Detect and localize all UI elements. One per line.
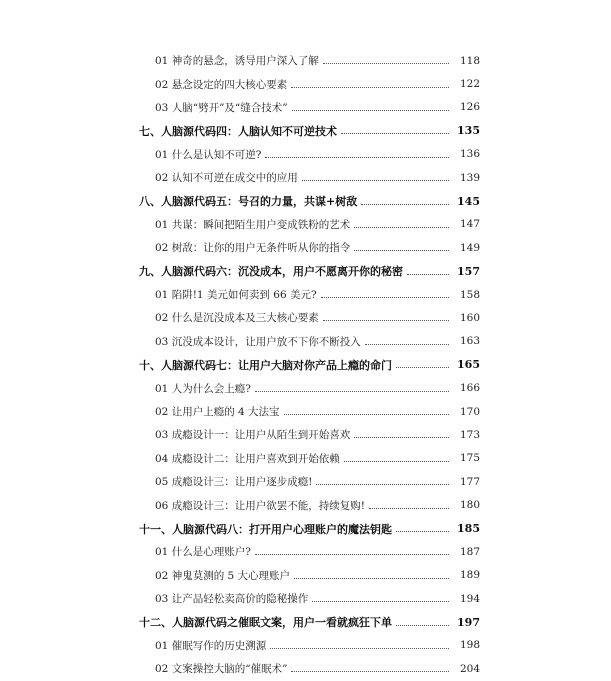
dot-leader	[284, 414, 449, 415]
toc-page-number: 189	[459, 569, 480, 582]
dot-leader	[369, 508, 449, 509]
toc-page-number: 165	[457, 358, 480, 372]
dot-leader	[365, 344, 449, 345]
toc-chapter-row	[0, 610, 611, 633]
toc-entry-row	[0, 423, 611, 446]
toc-entry-title: 03 让产品轻松卖高价的隐秘操作	[155, 593, 309, 606]
toc-entry-title: 01 什么是认知不可逆?	[155, 148, 262, 161]
toc-page-number: 157	[457, 264, 480, 278]
toc-entry-title: 02 神鬼莫测的 5 大心理账户	[155, 569, 291, 582]
toc-entry-title: 02 让用户上瘾的 4 大法宝	[155, 406, 280, 419]
toc-chapter-row	[0, 189, 611, 212]
toc-entry-row	[0, 330, 611, 353]
dot-leader	[312, 601, 449, 602]
toc-entry-title: 01 神奇的悬念，诱导用户深入了解	[155, 55, 319, 68]
dot-leader	[265, 157, 449, 158]
toc-chapter-row	[0, 119, 611, 142]
toc-entry-row	[0, 283, 611, 306]
dot-leader	[344, 461, 449, 462]
toc-page-number: 177	[459, 475, 480, 488]
toc-entry-title: 02 认知不可逆在成交中的应用	[155, 172, 298, 185]
toc-entry-title: 七、人脑源代码四：人脑认知不可逆技术	[139, 124, 337, 138]
dot-leader	[255, 391, 449, 392]
toc-page-number: 163	[459, 335, 480, 348]
dot-leader	[354, 437, 449, 438]
toc-entry-title: 03 成瘾设计一：让用户从陌生到开始喜欢	[155, 429, 351, 442]
dot-leader	[341, 133, 449, 134]
toc-entry-row	[0, 96, 611, 119]
dot-leader	[316, 484, 449, 485]
toc-page-number: 173	[459, 428, 480, 441]
toc-page-number: 185	[457, 522, 480, 535]
dot-leader	[294, 578, 449, 579]
toc-entry-title: 01 什么是心理账户?	[155, 546, 251, 559]
toc-entry-row	[0, 166, 611, 189]
dot-leader	[302, 180, 449, 181]
toc-entry-title: 十二、人脑源代码之催眠文案，用户一看就疯狂下单	[139, 616, 392, 630]
dot-leader	[321, 297, 449, 298]
toc-page-number: 126	[459, 101, 480, 114]
dot-leader	[396, 367, 449, 368]
toc-entry-title: 九、人脑源代码六：沉没成本，用户不愿离开你的秘密	[139, 265, 403, 279]
toc-entry-title: 八、人脑源代码五：号召的力量，共谋+树敌	[139, 195, 358, 209]
toc-entry-title: 03 沉没成本设计，让用户放不下你不断投入	[155, 335, 361, 348]
dot-leader	[323, 320, 449, 321]
toc-entry-row	[0, 657, 611, 680]
toc-page-number: 166	[459, 382, 480, 395]
toc-entry-row	[0, 143, 611, 166]
toc-page-number: 135	[457, 124, 480, 138]
toc-entry-title: 十、人脑源代码七：让用户大脑对你产品上瘾的命门	[139, 358, 392, 372]
toc-entry-row	[0, 447, 611, 470]
toc-entry-title: 04 成瘾设计二：让用户喜欢到开始依赖	[155, 452, 340, 465]
toc-entry-row	[0, 634, 611, 657]
toc-page-number: 180	[459, 499, 480, 512]
toc-page-number: 187	[459, 545, 480, 558]
toc-page-number: 204	[459, 662, 480, 675]
toc-page-number: 122	[459, 78, 480, 91]
dot-leader	[396, 531, 449, 532]
dot-leader	[396, 625, 449, 626]
toc-entry-title: 05 成瘾设计三：让用户逐步成瘾!	[155, 476, 313, 489]
toc-entry-row	[0, 587, 611, 610]
dot-leader	[255, 554, 449, 555]
toc-page-number: 170	[459, 405, 480, 418]
toc-page-number: 145	[457, 194, 480, 208]
toc-entry-row	[0, 564, 611, 587]
toc-entry-title: 01 人为什么会上瘾?	[155, 382, 251, 395]
dot-leader	[354, 250, 449, 251]
toc-entry-row	[0, 470, 611, 493]
table-of-contents	[0, 49, 611, 681]
toc-entry-title: 06 成瘾设计三：让用户欲罢不能，持续复购!	[155, 499, 365, 512]
toc-entry-row	[0, 72, 611, 95]
dot-leader	[291, 671, 449, 672]
dot-leader	[291, 87, 449, 88]
dot-leader	[361, 204, 449, 205]
toc-entry-row	[0, 540, 611, 563]
dot-leader	[292, 110, 449, 111]
toc-page-number: 139	[459, 171, 480, 184]
toc-entry-row	[0, 400, 611, 423]
toc-chapter-row	[0, 517, 611, 540]
toc-entry-title: 十一、人脑源代码八：打开用户心理账户的魔法钥匙	[139, 522, 392, 536]
toc-entry-title: 02 文案操控大脑的“催眠术”	[155, 663, 288, 676]
toc-page-number: 118	[459, 54, 480, 67]
toc-entry-title: 01 陷阱!1 美元如何卖到 66 美元?	[155, 289, 317, 302]
dot-leader	[323, 63, 449, 64]
toc-entry-title: 02 树敌：让你的用户无条件听从你的指令	[155, 242, 351, 255]
toc-page-number: 149	[459, 241, 480, 254]
toc-entry-row	[0, 49, 611, 72]
toc-entry-title: 01 共谋：瞬间把陌生用户变成铁粉的艺术	[155, 218, 351, 231]
toc-page-number: 194	[459, 592, 480, 605]
toc-page-number: 198	[459, 639, 480, 652]
toc-entry-row	[0, 376, 611, 399]
toc-entry-title: 02 悬念设定的四大核心要素	[155, 78, 288, 91]
toc-entry-title: 01 催眠写作的历史溯源	[155, 639, 267, 652]
toc-entry-row	[0, 236, 611, 259]
toc-entry-title: 03 人脑“劈开”及“缝合技术”	[155, 101, 288, 114]
toc-page-number: 175	[459, 452, 480, 465]
toc-entry-row	[0, 306, 611, 329]
toc-chapter-row	[0, 260, 611, 283]
toc-page-number: 147	[459, 218, 480, 231]
dot-leader	[407, 274, 449, 275]
toc-entry-row	[0, 493, 611, 516]
toc-chapter-row	[0, 353, 611, 376]
toc-page-number: 158	[459, 288, 480, 301]
toc-page-number: 160	[459, 311, 480, 324]
toc-entry-title: 02 什么是沉没成本及三大核心要素	[155, 312, 319, 325]
toc-page-number: 197	[457, 615, 480, 629]
toc-page-number: 136	[459, 148, 480, 161]
dot-leader	[270, 648, 449, 649]
toc-entry-row	[0, 213, 611, 236]
dot-leader	[354, 227, 449, 228]
